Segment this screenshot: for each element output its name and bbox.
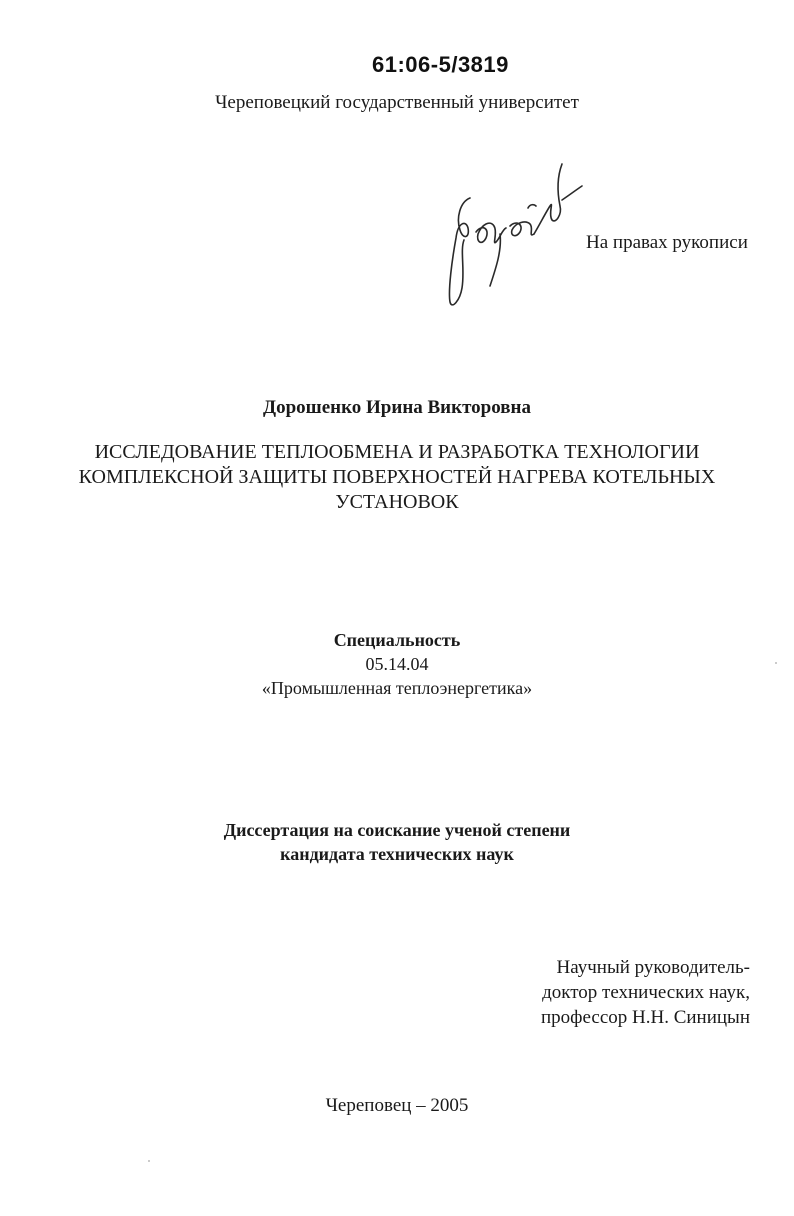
handwritten-signature	[430, 150, 590, 315]
scan-speck	[148, 1160, 150, 1162]
specialty-name: «Промышленная теплоэнергетика»	[261, 678, 533, 698]
scientific-advisor	[510, 955, 750, 1030]
university-name: Череповецкий государственный университет	[215, 92, 579, 113]
specialty-heading: Специальность	[333, 630, 461, 650]
title-line: УСТАНОВОК	[335, 491, 459, 513]
call-number: 61:06-5/3819	[372, 52, 509, 77]
title-line: ИССЛЕДОВАНИЕ ТЕПЛООБМЕНА И РАЗРАБОТКА ТЕХНОЛОГИИ	[94, 441, 700, 463]
title-line: КОМПЛЕКСНОЙ ЗАЩИТЫ ПОВЕРХНОСТЕЙ НАГРЕВА КОТЕЛЬНЫХ	[78, 466, 716, 488]
degree-line: Диссертация на соискание ученой степени	[223, 820, 571, 840]
dissertation-title	[0, 440, 794, 515]
degree-statement	[0, 818, 794, 866]
advisor-line: профессор Н.Н. Синицын	[541, 1007, 750, 1028]
advisor-line: доктор технических наук,	[542, 982, 750, 1003]
scan-speck	[775, 662, 777, 664]
advisor-line: Научный руководитель-	[556, 957, 750, 978]
city-year: Череповец – 2005	[325, 1095, 469, 1116]
author-name: Дорошенко Ирина Викторовна	[263, 397, 531, 418]
degree-line: кандидата технических наук	[280, 844, 514, 864]
rights-notice: На правах рукописи	[586, 232, 748, 253]
specialty-code: 05.14.04	[365, 654, 429, 674]
